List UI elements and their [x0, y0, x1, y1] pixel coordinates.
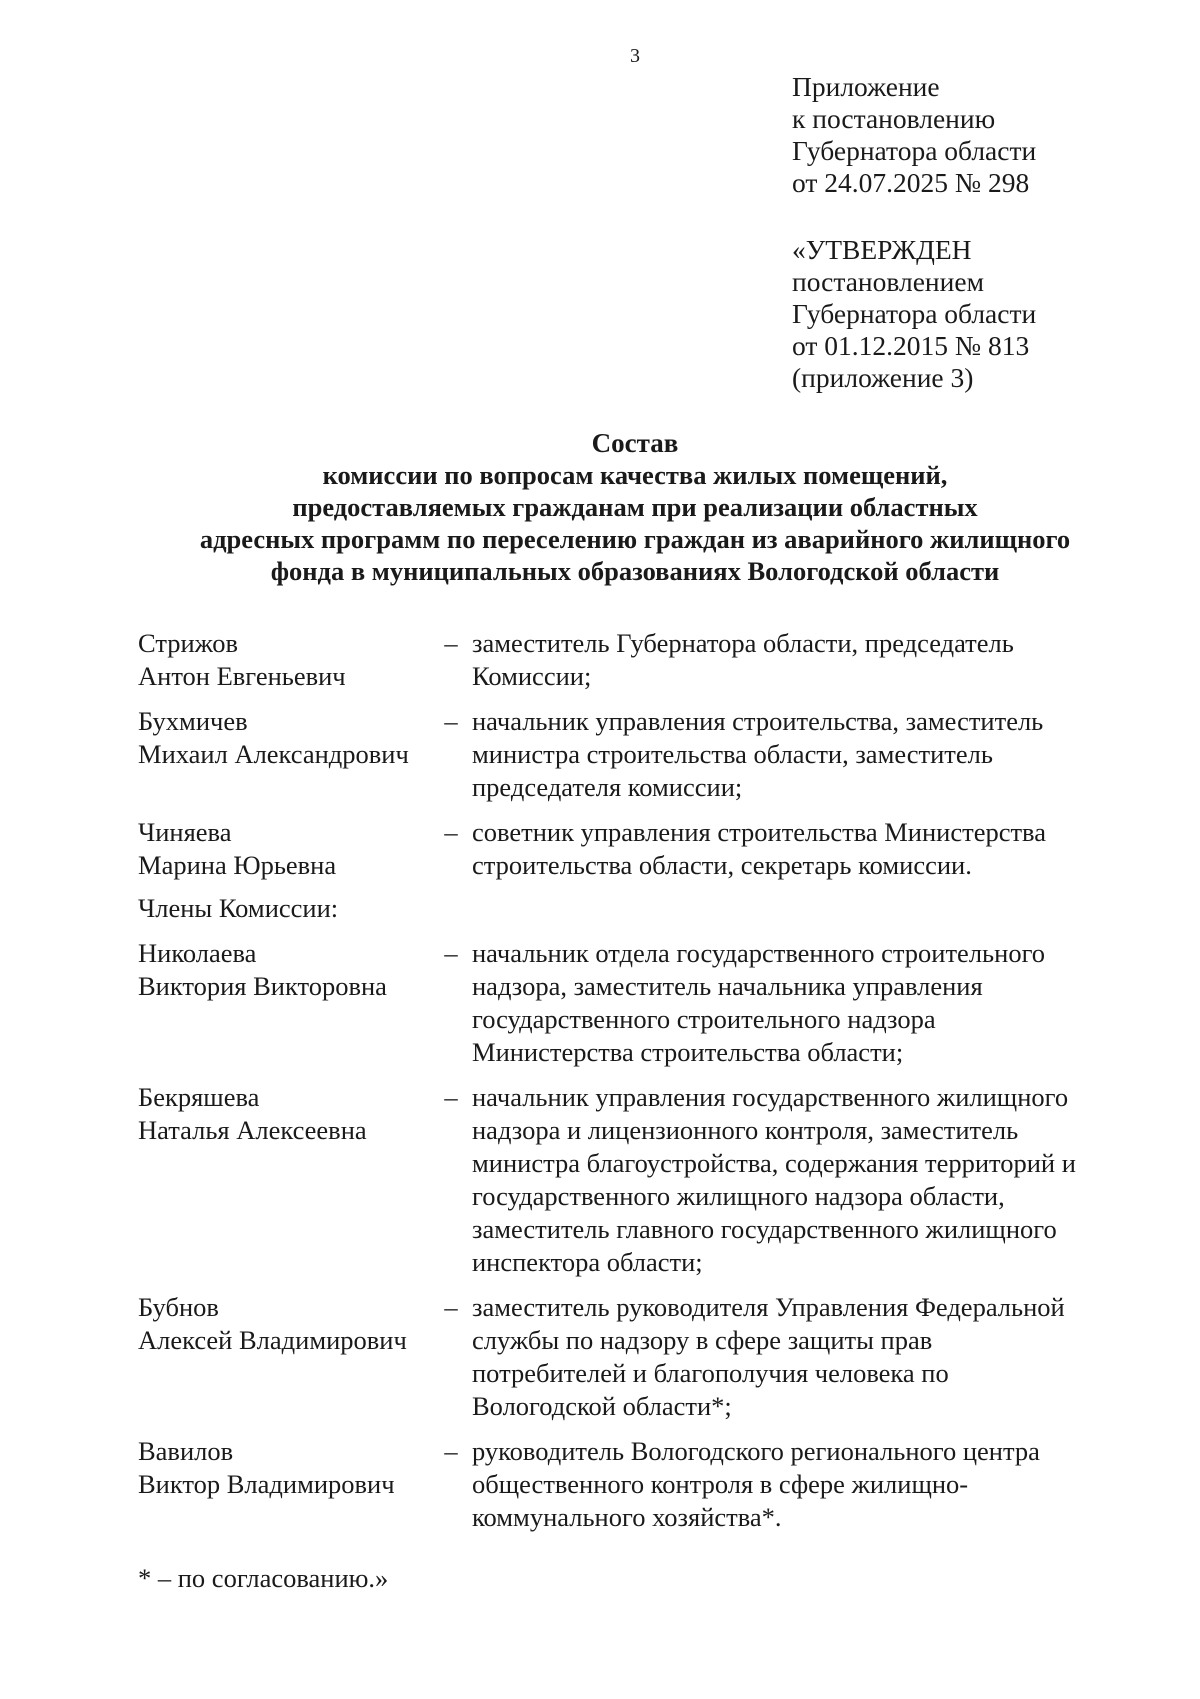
role-line: Министерства строительства области; — [472, 1037, 904, 1067]
member-surname: Бекряшева — [138, 1082, 260, 1112]
member-name — [138, 937, 438, 1003]
member-name — [138, 705, 438, 771]
member-role — [472, 816, 1138, 882]
member-surname: Николаева — [138, 938, 257, 968]
member-role — [472, 1291, 1138, 1423]
dash-separator: – — [444, 628, 458, 658]
commission-entry — [138, 1081, 1138, 1279]
role-line: государственного строительного надзора — [472, 1004, 936, 1034]
title-line: фонда в муниципальных образованиях Вологодской области — [270, 556, 1000, 586]
role-line: службы по надзору в сфере защиты прав — [472, 1325, 933, 1355]
role-line: потребителей и благополучия человека по — [472, 1358, 949, 1388]
member-given-name: Виктор Владимирович — [138, 1469, 395, 1499]
dash-separator: – — [444, 706, 458, 736]
member-surname: Чиняева — [138, 817, 232, 847]
role-line: начальник отдела государственного строительного — [472, 938, 1046, 968]
member-name — [138, 1291, 438, 1357]
commission-entry — [138, 816, 1138, 882]
member-given-name: Наталья Алексеевна — [138, 1115, 367, 1145]
member-role — [472, 937, 1138, 1069]
commission-entry — [138, 627, 1138, 693]
role-line: инспектора области; — [472, 1247, 703, 1277]
member-surname: Бухмичев — [138, 706, 248, 736]
role-line: Вологодской области*; — [472, 1391, 732, 1421]
commission-entry — [138, 705, 1138, 804]
commission-entry — [138, 937, 1138, 1069]
title-line: адресных программ по переселению граждан из аварийного жилищного — [199, 524, 1071, 554]
approval-line: «УТВЕРЖДЕН — [792, 234, 972, 265]
member-name — [138, 1435, 438, 1501]
role-line: министра благоустройства, содержания территорий и — [472, 1148, 1076, 1178]
member-given-name: Антон Евгеньевич — [138, 661, 346, 691]
role-line: заместитель Губернатора области, председатель — [472, 628, 1014, 658]
member-name — [138, 627, 438, 693]
role-line: министра строительства области, заместитель — [472, 739, 993, 769]
approval-line: (приложение 3) — [792, 362, 974, 393]
dash-separator: – — [444, 1082, 458, 1112]
approval-block — [792, 234, 1036, 394]
title-line: предоставляемых гражданам при реализации областных — [292, 492, 978, 522]
role-line: заместитель главного государственного жилищного — [472, 1214, 1057, 1244]
member-role — [472, 1081, 1138, 1279]
member-surname: Бубнов — [138, 1292, 219, 1322]
role-line: советник управления строительства Министерства — [472, 817, 1046, 847]
role-line: надзора, заместитель начальника управления — [472, 971, 983, 1001]
members-heading: Члены Комиссии: — [138, 893, 339, 923]
role-line: председателя комиссии; — [472, 772, 743, 802]
dash-separator: – — [444, 938, 458, 968]
appendix-line: Губернатора области — [792, 135, 1037, 166]
member-given-name: Алексей Владимирович — [138, 1325, 407, 1355]
commission-entry — [138, 1291, 1138, 1423]
title-line: комиссии по вопросам качества жилых помещений, — [322, 460, 948, 490]
member-role — [472, 1435, 1138, 1534]
role-line: заместитель руководителя Управления Федеральной — [472, 1292, 1065, 1322]
member-role — [472, 627, 1138, 693]
dash-separator: – — [444, 1436, 458, 1466]
role-line: начальник управления строительства, заместитель — [472, 706, 1044, 736]
footnote: * – по согласованию.» — [138, 1563, 389, 1593]
member-surname: Вавилов — [138, 1436, 234, 1466]
appendix-line: от 24.07.2025 № 298 — [792, 167, 1030, 198]
commission-list — [138, 627, 1138, 1546]
member-surname: Стрижов — [138, 628, 239, 658]
approval-line: от 01.12.2015 № 813 — [792, 330, 1030, 361]
page-number: 3 — [630, 45, 640, 67]
role-line: надзора и лицензионного контроля, заместитель — [472, 1115, 1019, 1145]
role-line: начальник управления государственного жилищного — [472, 1082, 1069, 1112]
commission-entry — [138, 1435, 1138, 1534]
member-given-name: Марина Юрьевна — [138, 850, 337, 880]
member-role — [472, 705, 1138, 804]
appendix-line: Приложение — [792, 71, 940, 102]
role-line: Комиссии; — [472, 661, 592, 691]
appendix-line: к постановлению — [792, 103, 996, 134]
member-name — [138, 1081, 438, 1147]
role-line: коммунального хозяйства*. — [472, 1502, 782, 1532]
appendix-block — [792, 71, 1036, 199]
member-name — [138, 816, 438, 882]
approval-line: постановлением — [792, 266, 984, 297]
dash-separator: – — [444, 817, 458, 847]
role-line: строительства области, секретарь комиссии. — [472, 850, 972, 880]
dash-separator: – — [444, 1292, 458, 1322]
member-given-name: Виктория Викторовна — [138, 971, 387, 1001]
role-line: руководитель Вологодского регионального центра — [472, 1436, 1040, 1466]
role-line: общественного контроля в сфере жилищно- — [472, 1469, 969, 1499]
approval-line: Губернатора области — [792, 298, 1037, 329]
role-line: государственного жилищного надзора области, — [472, 1181, 1005, 1211]
title-main: Состав — [591, 428, 679, 458]
member-given-name: Михаил Александрович — [138, 739, 409, 769]
document-title — [140, 427, 1130, 587]
